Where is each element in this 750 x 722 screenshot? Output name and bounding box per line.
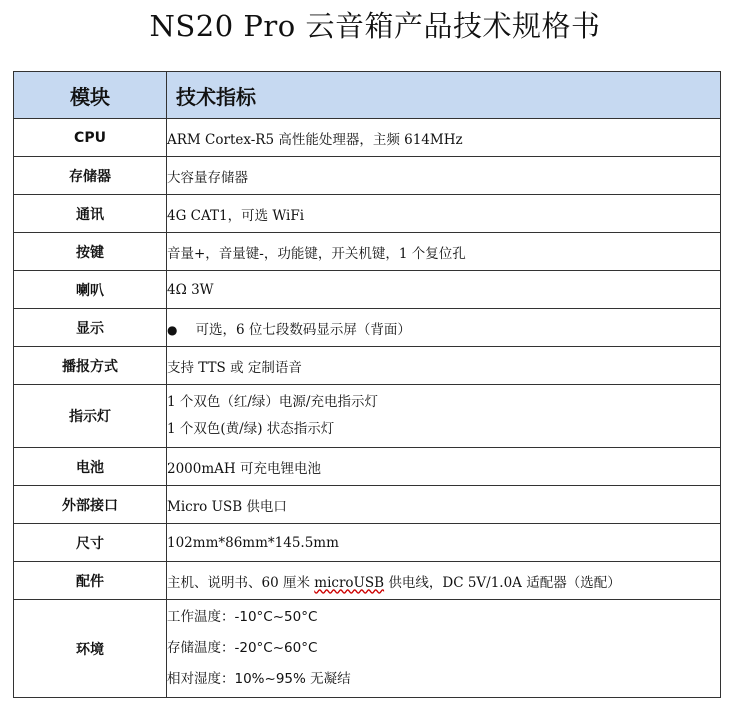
row-value-text: 可选，6 位七段数码显示屏（背面） [195,321,411,338]
table-row-battery [14,448,721,486]
row-value: 2000mAH 可充电锂电池 [167,448,721,486]
spec-table [13,71,721,698]
row-label: 电池 [14,448,167,486]
row-label: 通讯 [14,195,167,233]
table-row-display [14,309,721,347]
row-label: 配件 [14,562,167,600]
row-value-line: 1 个双色（红/绿）电源/充电指示灯 [167,394,378,410]
header-module: 模块 [14,72,167,119]
table-row-announcement [14,347,721,385]
table-row-cpu [14,119,721,157]
row-value: 音量+，音量键-，功能键，开关机键，1 个复位孔 [167,233,721,271]
table-row-communication [14,195,721,233]
row-value: 4G CAT1，可选 WiFi [167,195,721,233]
row-label: 存储器 [14,157,167,195]
table-row-dimensions [14,524,721,562]
row-value-line: 工作温度：-10°C~50°C [167,609,318,625]
row-label: 外部接口 [14,486,167,524]
bullet-dot: ● [167,322,178,337]
row-label: 尺寸 [14,524,167,562]
row-value-text: 供电线，DC 5V/1.0A 适配器（选配） [384,574,621,591]
table-row-storage [14,157,721,195]
row-value-line: 相对湿度：10%~95% 无凝结 [167,671,351,687]
row-value [167,385,721,448]
row-label: 环境 [14,600,167,698]
row-value: 102mm*86mm*145.5mm [167,524,721,562]
row-value: 4Ω 3W [167,271,721,309]
row-value: 大容量存储器 [167,157,721,195]
table-row-environment [14,600,721,698]
table-row-accessories [14,562,721,600]
table-header-row [14,72,721,119]
row-value-line: 存储温度：-20°C~60°C [167,640,318,656]
row-value [167,562,721,600]
spellcheck-underlined-text: microUSB [314,574,385,591]
row-label: 指示灯 [14,385,167,448]
row-label: CPU [14,119,167,157]
row-label: 喇叭 [14,271,167,309]
header-spec: 技术指标 [167,72,721,119]
row-value [167,600,721,698]
row-value: ARM Cortex-R5 高性能处理器，主频 614MHz [167,119,721,157]
row-label: 播报方式 [14,347,167,385]
row-value-line: 1 个双色(黄/绿) 状态指示灯 [167,421,335,437]
row-label: 按键 [14,233,167,271]
table-row-indicator [14,385,721,448]
row-value [167,309,721,347]
row-value: 支持 TTS 或 定制语音 [167,347,721,385]
row-label: 显示 [14,309,167,347]
document-title: NS20 Pro 云音箱产品技术规格书 [149,9,601,43]
table-row-interface [14,486,721,524]
table-row-buttons [14,233,721,271]
row-value: Micro USB 供电口 [167,486,721,524]
table-row-speaker [14,271,721,309]
row-value-text: 主机、说明书、60 厘米 [167,574,315,591]
